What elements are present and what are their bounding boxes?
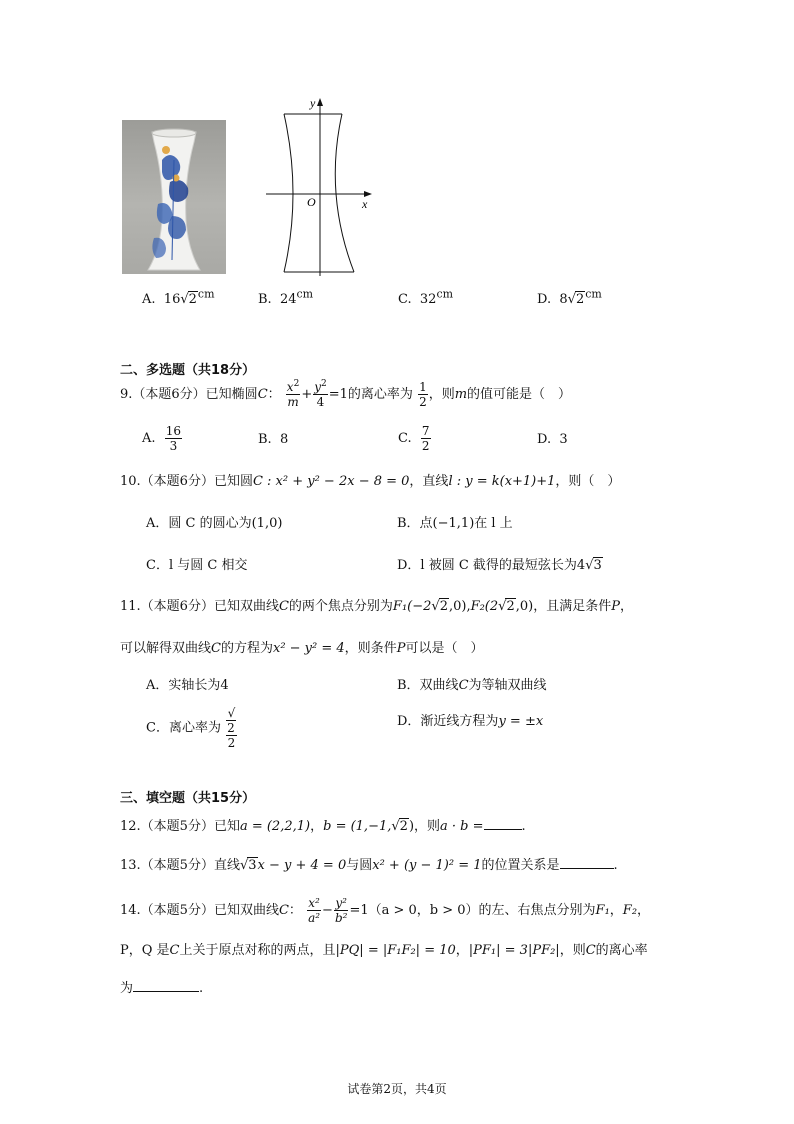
unit: cm bbox=[296, 287, 314, 301]
math-var: P bbox=[396, 641, 406, 656]
q9-option-d bbox=[537, 432, 568, 448]
question-text: 的离心率为 bbox=[347, 387, 413, 402]
punct: ， bbox=[619, 599, 633, 614]
question-text: 14.（本题5分）已知双曲线 bbox=[120, 903, 279, 918]
math-num: 2 bbox=[421, 439, 430, 453]
math-num: 3 bbox=[169, 439, 178, 453]
root-value: 2 bbox=[399, 819, 408, 834]
math-num: 1 bbox=[419, 380, 427, 394]
root-value: 2 bbox=[439, 599, 448, 614]
math-var: C bbox=[211, 641, 221, 656]
question-12: 12.（本题5分）已知a = (2,2,1)，b = (1,−1,√2)，则a · b = . bbox=[120, 819, 526, 834]
q9-option-c bbox=[398, 424, 432, 453]
question-text: 的值可能是（ ） bbox=[467, 387, 572, 402]
math-var: C bbox=[169, 943, 180, 958]
question-14-line-2 bbox=[120, 943, 648, 959]
unit: cm bbox=[585, 287, 602, 301]
option-label: D. bbox=[537, 292, 552, 307]
math-expression: b = (1,−1, bbox=[323, 819, 392, 834]
q9-option-b bbox=[258, 432, 288, 448]
q10-option-b: B．点(−1,1)在 l 上 bbox=[397, 516, 513, 531]
q10-option-a: A．圆 C 的圆心为(1,0) bbox=[146, 516, 283, 531]
q11-option-c: C．离心率为 √ 2 2 bbox=[146, 706, 236, 750]
question-text: 可以是（ ） bbox=[405, 641, 484, 656]
fraction-x2-a2 bbox=[307, 896, 321, 925]
question-text: 上关于原点对称的两点，且 bbox=[179, 943, 336, 958]
q8-option-b bbox=[258, 287, 314, 308]
question-text: 9.（本题6分）已知椭圆 bbox=[120, 387, 258, 402]
q10-option-c: C．l 与圆 C 相交 bbox=[146, 558, 248, 573]
math-var: C bbox=[585, 943, 596, 958]
math-var: C bbox=[278, 903, 289, 918]
vase-photo bbox=[122, 120, 226, 274]
question-text: 11.（本题6分）已知双曲线 bbox=[120, 599, 279, 614]
math-var: F₁ bbox=[595, 903, 610, 918]
unit: cm bbox=[436, 287, 454, 301]
punct: ： bbox=[267, 387, 281, 402]
q8-option-d: D. $8√2^{cm}$ bbox=[537, 287, 602, 307]
math-expression: F₂(2 bbox=[470, 599, 499, 614]
option-value: 3 bbox=[559, 432, 568, 447]
math-var: m bbox=[454, 387, 468, 402]
math-var: x bbox=[286, 380, 294, 394]
question-text: ，则 bbox=[414, 819, 441, 834]
hyperbola-right-branch bbox=[335, 114, 354, 272]
option-value: 32 bbox=[419, 292, 437, 307]
question-10 bbox=[120, 474, 620, 490]
hyperbola-left-branch bbox=[284, 114, 293, 272]
math-var: a² bbox=[308, 911, 321, 925]
y-axis-arrow-icon bbox=[317, 98, 323, 106]
question-text: ，则条件 bbox=[344, 641, 397, 656]
option-text: B．双曲线 bbox=[397, 678, 459, 693]
math-expression: x² + (y − 1)² = 1 bbox=[372, 858, 482, 873]
math-expression: ,0) bbox=[515, 599, 534, 614]
punct: ， bbox=[455, 943, 469, 958]
x-axis-label: x bbox=[362, 197, 368, 211]
option-label: A. bbox=[142, 431, 156, 446]
question-text: ，则（ ） bbox=[555, 474, 621, 489]
math-var: b² bbox=[334, 911, 348, 925]
punct: ， bbox=[609, 903, 623, 918]
question-text: 的离心率 bbox=[595, 943, 648, 958]
math-num: 2 bbox=[419, 395, 427, 409]
question-text: 13.（本题5分）直线 bbox=[120, 858, 240, 873]
option-label: B. bbox=[258, 292, 272, 307]
page-footer: 试卷第2页，共4页 bbox=[347, 1082, 447, 1096]
math-num: 2 bbox=[227, 736, 236, 750]
question-text: 10.（本题6分）已知圆 bbox=[120, 474, 253, 489]
math-var: C bbox=[257, 387, 268, 402]
question-text: 的方程为 bbox=[220, 641, 273, 656]
option-value: 16 bbox=[163, 292, 181, 307]
question-text: P，Q 是 bbox=[120, 943, 170, 958]
hyperbola-graph bbox=[262, 96, 374, 278]
math-var: P bbox=[611, 599, 620, 614]
root-value: 3 bbox=[248, 858, 257, 873]
question-text: ，则 bbox=[428, 387, 455, 402]
fraction-y2-4: $\frac{y^2}{4}$ bbox=[314, 379, 327, 409]
math-expression: x² − y² = 4 bbox=[272, 641, 345, 656]
question-13: 13.（本题5分）直线√3x − y + 4 = 0与圆x² + (y − 1)² = 1的位置关系是 . bbox=[120, 858, 618, 873]
math-eq: =1 bbox=[349, 903, 369, 918]
question-text: ，则 bbox=[559, 943, 586, 958]
option-text: C．离心率为 bbox=[146, 720, 221, 736]
math-var: y² bbox=[335, 896, 347, 910]
option-value: 8 bbox=[559, 292, 568, 307]
math-var: m bbox=[287, 395, 299, 409]
question-text: ，直线 bbox=[409, 474, 449, 489]
fraction-x2-m: $\frac{x^2}{m}$ bbox=[286, 379, 300, 409]
section-title-multiple-choice: 二、多选题（共18分） bbox=[120, 363, 256, 378]
math-expression: a · b = bbox=[440, 819, 484, 834]
question-14-line-1: 14.（本题5分）已知双曲线C： $\frac{\text{x²}}{\text{a²}}$ − $\frac{\text{y²}}{\text{b²}}$ =1（a > 0，b > 0）的左、右焦点分别为F₁，F₂， bbox=[120, 896, 651, 925]
math-var: C bbox=[278, 599, 289, 614]
math-var: F₂ bbox=[622, 903, 638, 918]
math-expression: ) bbox=[408, 819, 415, 834]
option-text: D．l 被圆 C 截得的最短弦长为4 bbox=[397, 558, 586, 573]
option-label: A. bbox=[142, 292, 156, 307]
fraction-one-half bbox=[418, 380, 428, 409]
root-value: 2 bbox=[227, 721, 235, 735]
question-14-line-3 bbox=[120, 979, 203, 997]
answer-blank[interactable] bbox=[484, 817, 522, 830]
question-text: 可以解得双曲线 bbox=[120, 641, 212, 656]
option-value: 8 bbox=[279, 432, 289, 447]
math-expression: |PF₁| = 3|PF₂| bbox=[468, 943, 560, 958]
math-expression: |PQ| = |F₁F₂| = 10 bbox=[335, 943, 456, 958]
math-expression: a = (2,2,1) bbox=[239, 819, 311, 834]
option-label: C. bbox=[398, 431, 412, 446]
punct: ： bbox=[288, 903, 302, 918]
root-value: 2 bbox=[506, 599, 515, 614]
punct: . bbox=[521, 819, 526, 834]
question-text: 的位置关系是 bbox=[481, 858, 560, 873]
question-9: 9.（本题6分）已知椭圆C： $\frac{x^2}{m}$ + $\frac{y^2}{4}$ =1的离心率为 $\frac{1}{2}$ ，则m的值可能是（ ） bbox=[120, 379, 572, 409]
math-num: 7 bbox=[421, 424, 430, 438]
question-11-line-2 bbox=[120, 641, 483, 657]
q10-option-d: D．l 被圆 C 截得的最短弦长为4√3 bbox=[397, 558, 602, 573]
math-var: y bbox=[314, 380, 321, 394]
option-label: C. bbox=[398, 292, 412, 307]
option-text: 为等轴双曲线 bbox=[468, 678, 547, 693]
math-eq: =1 bbox=[328, 387, 348, 402]
math-num: 16 bbox=[165, 424, 182, 438]
origin-label: O bbox=[307, 195, 316, 209]
q8-option-c bbox=[398, 287, 454, 308]
punct: ， bbox=[310, 819, 324, 834]
math-expression: ,0), bbox=[448, 599, 471, 614]
section-title-fill-in: 三、填空题（共15分） bbox=[120, 791, 256, 806]
math-expression: C : x² + y² − 2x − 8 = 0 bbox=[252, 474, 410, 489]
option-label: D. bbox=[537, 432, 552, 447]
q11-option-d bbox=[397, 714, 543, 730]
question-text: 的两个焦点分别为 bbox=[288, 599, 393, 614]
question-text: （a > 0，b > 0）的左、右焦点分别为 bbox=[368, 903, 596, 918]
math-expression: x − y + 4 = 0 bbox=[257, 858, 347, 873]
math-expression: l : y = k(x+1)+1 bbox=[448, 474, 556, 489]
option-label: B. bbox=[258, 432, 272, 447]
math-var: x² bbox=[308, 896, 320, 910]
math-expression: F₁(−2 bbox=[392, 599, 432, 614]
root-value: 2 bbox=[188, 292, 197, 307]
punct: ， bbox=[637, 903, 651, 918]
fraction-y2-b2 bbox=[334, 896, 349, 925]
question-11-line-1: 11.（本题6分）已知双曲线C的两个焦点分别为F₁(−2√2,0),F₂(2√2,0)，且满足条件P， bbox=[120, 599, 633, 614]
q11-option-b bbox=[397, 678, 547, 694]
root-value: 3 bbox=[593, 558, 602, 573]
question-text: 与圆 bbox=[346, 858, 373, 873]
root-value: 2 bbox=[575, 292, 585, 307]
q8-option-a: A. $16√2^{cm}$ bbox=[142, 287, 215, 307]
math-expression: y = ±x bbox=[498, 714, 544, 729]
math-var: C bbox=[458, 678, 469, 693]
question-text: 12.（本题5分）已知 bbox=[120, 819, 240, 834]
question-text: ，且满足条件 bbox=[533, 599, 612, 614]
q9-option-a bbox=[142, 424, 183, 453]
answer-blank[interactable] bbox=[560, 856, 614, 869]
unit: cm bbox=[197, 287, 215, 301]
punct: . bbox=[199, 981, 204, 996]
question-text: 为 bbox=[120, 981, 134, 996]
option-text: D．渐近线方程为 bbox=[397, 714, 499, 729]
math-num: 4 bbox=[316, 395, 325, 409]
punct: . bbox=[613, 858, 618, 873]
vase-drawing bbox=[122, 120, 226, 274]
y-axis-label: y bbox=[310, 96, 316, 110]
answer-blank[interactable] bbox=[133, 979, 199, 992]
option-value: 24 bbox=[279, 292, 297, 307]
q11-option-a: A．实轴长为4 bbox=[146, 678, 229, 693]
